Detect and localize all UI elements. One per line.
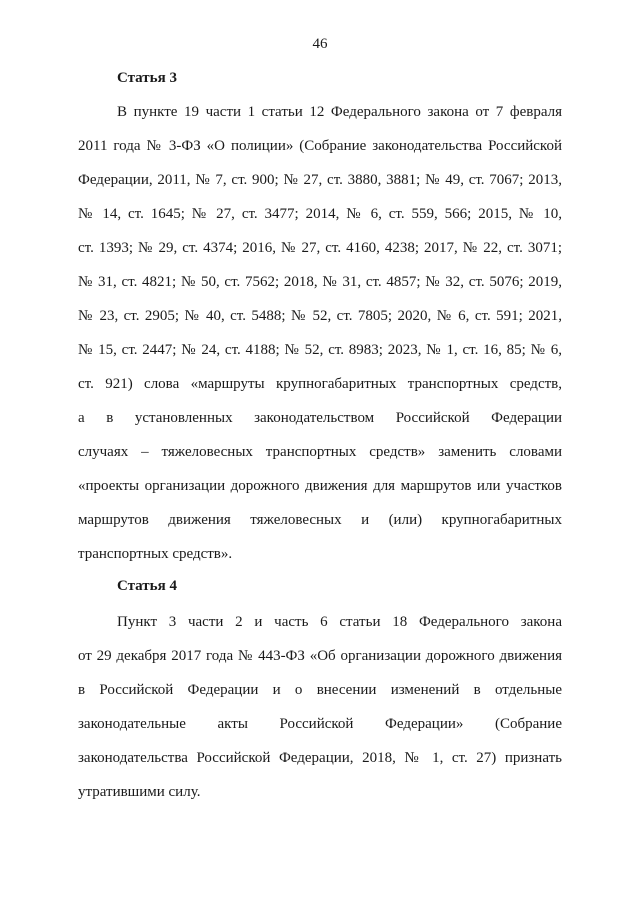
- article-4-line-4: законодательные акты Российской Федерации» (Собрание: [78, 716, 562, 732]
- article-3-line-7: № 23, ст. 2905; № 40, ст. 5488; № 52, ст. 7805; 2020, № 6, ст. 591; 2021,: [78, 308, 562, 324]
- article-3-heading: Статья 3: [117, 70, 177, 86]
- article-4-line-2: от 29 декабря 2017 года № 443-ФЗ «Об организации дорожного движения: [78, 648, 562, 664]
- article-3-line-2: 2011 года № 3-ФЗ «О полиции» (Собрание законодательства Российской: [78, 138, 562, 154]
- article-3-line-13: маршрутов движения тяжеловесных и (или) крупногабаритных: [78, 512, 562, 528]
- article-3-line-12: «проекты организации дорожного движения для маршрутов или участков: [78, 478, 562, 494]
- article-3-line-6: № 31, ст. 4821; № 50, ст. 7562; 2018, № 31, ст. 4857; № 32, ст. 5076; 2019,: [78, 274, 562, 290]
- article-3-line-5: ст. 1393; № 29, ст. 4374; 2016, № 27, ст. 4160, 4238; 2017, № 22, ст. 3071;: [78, 240, 562, 256]
- article-4-line-3: в Российской Федерации и о внесении изменений в отдельные: [78, 682, 562, 698]
- article-3-line-10: а в установленных законодательством Российской Федерации: [78, 410, 562, 426]
- article-3-line-9: ст. 921) слова «маршруты крупногабаритных транспортных средств,: [78, 376, 562, 392]
- page-number: 46: [312, 36, 328, 52]
- article-4-heading: Статья 4: [117, 578, 177, 594]
- article-3-line-1: В пункте 19 части 1 статьи 12 Федерального закона от 7 февраля: [117, 104, 562, 120]
- article-3-line-14: транспортных средств».: [78, 546, 233, 562]
- article-3-line-4: № 14, ст. 1645; № 27, ст. 3477; 2014, № 6, ст. 559, 566; 2015, № 10,: [78, 206, 562, 222]
- article-4-line-5: законодательства Российской Федерации, 2018, № 1, ст. 27) признать: [78, 750, 562, 766]
- article-3-line-3: Федерации, 2011, № 7, ст. 900; № 27, ст. 3880, 3881; № 49, ст. 7067; 2013,: [78, 172, 562, 188]
- article-3-line-8: № 15, ст. 2447; № 24, ст. 4188; № 52, ст. 8983; 2023, № 1, ст. 16, 85; № 6,: [78, 342, 562, 358]
- article-4-line-1: Пункт 3 части 2 и часть 6 статьи 18 Федерального закона: [117, 614, 562, 630]
- article-3-line-11: случаях – тяжеловесных транспортных средств» заменить словами: [78, 444, 562, 460]
- article-4-line-6: утратившими силу.: [78, 784, 201, 800]
